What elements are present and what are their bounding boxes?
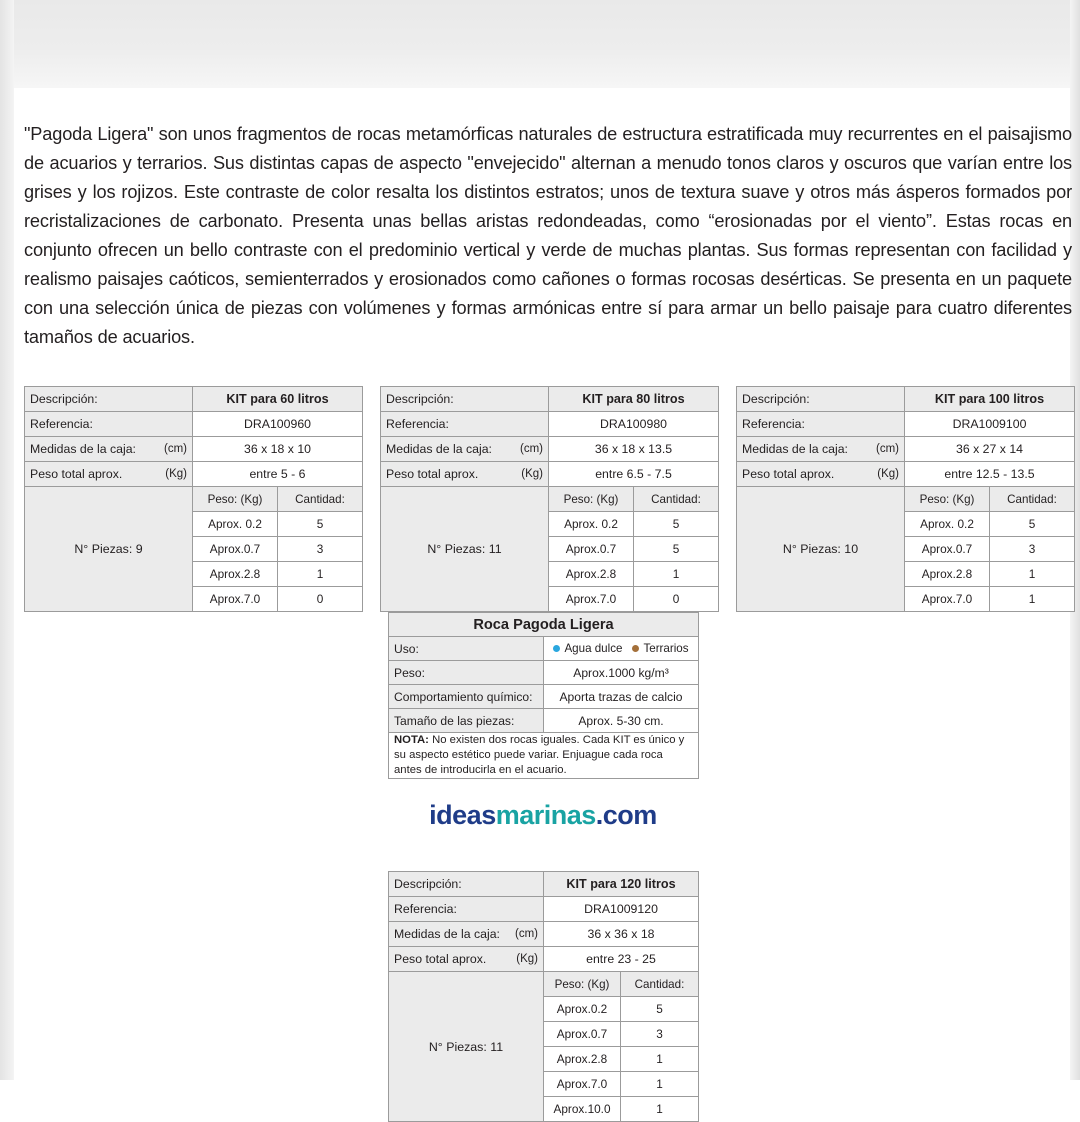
kit-referencia: DRA1009120 bbox=[544, 897, 699, 922]
value-comportamiento-quimico: Aporta trazas de calcio bbox=[544, 685, 699, 709]
label-medidas-unit: (cm) bbox=[164, 443, 187, 455]
piece-cantidad: 5 bbox=[634, 537, 719, 562]
kit-title: KIT para 100 litros bbox=[905, 387, 1075, 412]
kit-title: KIT para 120 litros bbox=[544, 872, 699, 897]
col-peso: Peso: (Kg) bbox=[905, 487, 990, 512]
label-peso-total bbox=[25, 462, 193, 487]
brand-part-marinas: marinas bbox=[495, 800, 596, 830]
col-cantidad: Cantidad: bbox=[634, 487, 719, 512]
label-medidas bbox=[25, 437, 193, 462]
brand-part-com: .com bbox=[595, 800, 657, 830]
left-gradient-band bbox=[0, 0, 14, 1080]
label-referencia: Referencia: bbox=[25, 412, 193, 437]
label-peso-total-unit: (Kg) bbox=[516, 953, 538, 965]
piece-cantidad: 1 bbox=[990, 562, 1075, 587]
uso-option-2-label: Terrarios bbox=[643, 642, 689, 655]
label-medidas bbox=[389, 922, 544, 947]
piece-peso: Aprox.2.8 bbox=[549, 562, 634, 587]
table-row bbox=[25, 412, 363, 437]
col-peso: Peso: (Kg) bbox=[549, 487, 634, 512]
table-row bbox=[381, 412, 719, 437]
label-descripcion: Descripción: bbox=[389, 872, 544, 897]
product-title: Roca Pagoda Ligera bbox=[389, 613, 699, 637]
label-peso-total-unit: (Kg) bbox=[877, 468, 899, 480]
label-peso-total bbox=[737, 462, 905, 487]
piece-cantidad: 5 bbox=[621, 997, 699, 1022]
kit-referencia: DRA1009100 bbox=[905, 412, 1075, 437]
kit-medidas: 36 x 18 x 10 bbox=[193, 437, 363, 462]
label-uso: Uso: bbox=[389, 637, 544, 661]
piece-cantidad: 5 bbox=[278, 512, 363, 537]
table-row bbox=[389, 947, 699, 972]
table-row bbox=[737, 487, 1075, 512]
label-medidas-text: Medidas de la caja: bbox=[742, 442, 848, 456]
piece-cantidad: 5 bbox=[634, 512, 719, 537]
piece-cantidad: 1 bbox=[621, 1072, 699, 1097]
piece-peso: Aprox.2.8 bbox=[193, 562, 278, 587]
kit-peso-total: entre 12.5 - 13.5 bbox=[905, 462, 1075, 487]
label-descripcion: Descripción: bbox=[737, 387, 905, 412]
piece-peso: Aprox. 0.2 bbox=[193, 512, 278, 537]
piece-peso: Aprox.10.0 bbox=[544, 1097, 621, 1122]
piece-peso: Aprox.0.7 bbox=[905, 537, 990, 562]
label-referencia: Referencia: bbox=[737, 412, 905, 437]
uso-option-1-label: Agua dulce bbox=[564, 642, 623, 655]
piece-peso: Aprox. 0.2 bbox=[549, 512, 634, 537]
piece-cantidad: 0 bbox=[634, 587, 719, 612]
col-cantidad: Cantidad: bbox=[278, 487, 363, 512]
piece-cantidad: 0 bbox=[278, 587, 363, 612]
uso-option-agua-dulce bbox=[553, 642, 622, 655]
kit-piezas: N° Piezas: 11 bbox=[389, 972, 544, 1122]
brown-dot-icon bbox=[632, 645, 639, 652]
table-row bbox=[381, 462, 719, 487]
piece-peso: Aprox.2.8 bbox=[905, 562, 990, 587]
kit-peso-total: entre 23 - 25 bbox=[544, 947, 699, 972]
label-referencia: Referencia: bbox=[381, 412, 549, 437]
label-peso-total-text: Peso total aprox. bbox=[30, 467, 123, 481]
table-row bbox=[737, 412, 1075, 437]
piece-cantidad: 3 bbox=[278, 537, 363, 562]
label-medidas bbox=[737, 437, 905, 462]
kit-piezas: N° Piezas: 10 bbox=[737, 487, 905, 612]
info-table bbox=[388, 612, 699, 779]
uso-option-terrarios bbox=[632, 642, 688, 655]
kit-table-120 bbox=[388, 871, 699, 1122]
label-peso-total-unit: (Kg) bbox=[521, 468, 543, 480]
table-row bbox=[25, 462, 363, 487]
table-row bbox=[389, 897, 699, 922]
kit-referencia: DRA100960 bbox=[193, 412, 363, 437]
top-gradient-band bbox=[0, 0, 1080, 88]
label-medidas-text: Medidas de la caja: bbox=[386, 442, 492, 456]
label-medidas-unit: (cm) bbox=[520, 443, 543, 455]
piece-peso: Aprox.7.0 bbox=[544, 1072, 621, 1097]
product-info-card bbox=[388, 612, 698, 779]
piece-cantidad: 1 bbox=[621, 1097, 699, 1122]
label-descripcion: Descripción: bbox=[25, 387, 193, 412]
value-tamano-piezas: Aprox. 5-30 cm. bbox=[544, 709, 699, 733]
piece-cantidad: 1 bbox=[634, 562, 719, 587]
label-peso-total-text: Peso total aprox. bbox=[386, 467, 479, 481]
uso-values bbox=[544, 637, 699, 661]
piece-cantidad: 1 bbox=[278, 562, 363, 587]
piece-peso: Aprox.7.0 bbox=[193, 587, 278, 612]
label-descripcion: Descripción: bbox=[381, 387, 549, 412]
table-row bbox=[25, 487, 363, 512]
table-row bbox=[25, 437, 363, 462]
table-row bbox=[389, 972, 699, 997]
table-row bbox=[381, 387, 719, 412]
table-row bbox=[389, 613, 699, 637]
kit-table-100 bbox=[736, 386, 1075, 612]
label-peso: Peso: bbox=[389, 661, 544, 685]
label-tamano-piezas: Tamaño de las piezas: bbox=[389, 709, 544, 733]
piece-cantidad: 1 bbox=[621, 1047, 699, 1072]
kit-medidas: 36 x 18 x 13.5 bbox=[549, 437, 719, 462]
kit-piezas: N° Piezas: 11 bbox=[381, 487, 549, 612]
label-medidas-text: Medidas de la caja: bbox=[30, 442, 136, 456]
table-row bbox=[25, 387, 363, 412]
col-cantidad: Cantidad: bbox=[990, 487, 1075, 512]
table-row bbox=[737, 387, 1075, 412]
kit-table-80 bbox=[380, 386, 719, 612]
note-cell bbox=[389, 733, 699, 779]
table-row bbox=[737, 437, 1075, 462]
label-referencia: Referencia: bbox=[389, 897, 544, 922]
kit-medidas: 36 x 27 x 14 bbox=[905, 437, 1075, 462]
note-text: No existen dos rocas iguales. Cada KIT es único y su aspecto estético puede variar. Enjuague cada roca antes de introducirla en el acuario. bbox=[394, 734, 685, 776]
value-peso: Aprox.1000 kg/m³ bbox=[544, 661, 699, 685]
table-row bbox=[389, 685, 699, 709]
piece-peso: Aprox.7.0 bbox=[905, 587, 990, 612]
piece-peso: Aprox.0.7 bbox=[544, 1022, 621, 1047]
label-peso-total-text: Peso total aprox. bbox=[394, 952, 487, 966]
kit-peso-total: entre 5 - 6 bbox=[193, 462, 363, 487]
piece-cantidad: 1 bbox=[990, 587, 1075, 612]
table-row bbox=[381, 437, 719, 462]
piece-peso: Aprox.7.0 bbox=[549, 587, 634, 612]
table-row bbox=[389, 922, 699, 947]
brand-part-ideas: ideas bbox=[429, 800, 496, 830]
label-medidas bbox=[381, 437, 549, 462]
label-medidas-unit: (cm) bbox=[876, 443, 899, 455]
brand-logo bbox=[388, 800, 698, 831]
piece-cantidad: 3 bbox=[990, 537, 1075, 562]
table-row bbox=[737, 462, 1075, 487]
table-row bbox=[389, 637, 699, 661]
table-row bbox=[389, 733, 699, 779]
blue-dot-icon bbox=[553, 645, 560, 652]
kit-referencia: DRA100980 bbox=[549, 412, 719, 437]
table-row bbox=[389, 872, 699, 897]
label-peso-total bbox=[389, 947, 544, 972]
label-medidas-text: Medidas de la caja: bbox=[394, 927, 500, 941]
kit-title: KIT para 80 litros bbox=[549, 387, 719, 412]
table-row bbox=[389, 709, 699, 733]
table-row bbox=[389, 661, 699, 685]
piece-peso: Aprox.0.7 bbox=[193, 537, 278, 562]
kit-title: KIT para 60 litros bbox=[193, 387, 363, 412]
note-strong: NOTA: bbox=[394, 734, 429, 746]
col-cantidad: Cantidad: bbox=[621, 972, 699, 997]
kit-table-60 bbox=[24, 386, 363, 612]
label-peso-total-text: Peso total aprox. bbox=[742, 467, 835, 481]
table-row bbox=[381, 487, 719, 512]
piece-cantidad: 3 bbox=[621, 1022, 699, 1047]
kit-peso-total: entre 6.5 - 7.5 bbox=[549, 462, 719, 487]
col-peso: Peso: (Kg) bbox=[193, 487, 278, 512]
kit-medidas: 36 x 36 x 18 bbox=[544, 922, 699, 947]
piece-peso: Aprox.0.2 bbox=[544, 997, 621, 1022]
piece-cantidad: 5 bbox=[990, 512, 1075, 537]
col-peso: Peso: (Kg) bbox=[544, 972, 621, 997]
label-peso-total bbox=[381, 462, 549, 487]
intro-paragraph: "Pagoda Ligera" son unos fragmentos de rocas metamórficas naturales de estructura estratificada muy recurrentes en el paisajismo de acuarios y terrarios. Sus distintas capas de aspecto "envejecido" alternan a menudo tonos claros y oscuros que varían entre los grises y los rojizos. Este contraste de color resalta los distintos estratos; unos de textura suave y otros más ásperos formados por recristalizaciones de carbonato. Presenta unas bellas aristas redondeadas, como “erosionadas por el viento”. Estas rocas en conjunto ofrecen un bello contraste con el predominio vertical y verde de muchas plantas. Sus formas representan con facilidad y realismo paisajes caóticos, semienterrados y erosionados como cañones o formas rocosas desérticas. Se presenta en un paquete con una selección única de piezas con volúmenes y formas armónicas entre sí para armar un bello paisaje para cuatro diferentes tamaños de acuarios. bbox=[24, 124, 1072, 347]
piece-peso: Aprox.2.8 bbox=[544, 1047, 621, 1072]
label-medidas-unit: (cm) bbox=[515, 928, 538, 940]
kit-piezas: N° Piezas: 9 bbox=[25, 487, 193, 612]
label-comportamiento-quimico: Comportamiento químico: bbox=[389, 685, 544, 709]
label-peso-total-unit: (Kg) bbox=[165, 468, 187, 480]
piece-peso: Aprox.0.7 bbox=[549, 537, 634, 562]
piece-peso: Aprox. 0.2 bbox=[905, 512, 990, 537]
